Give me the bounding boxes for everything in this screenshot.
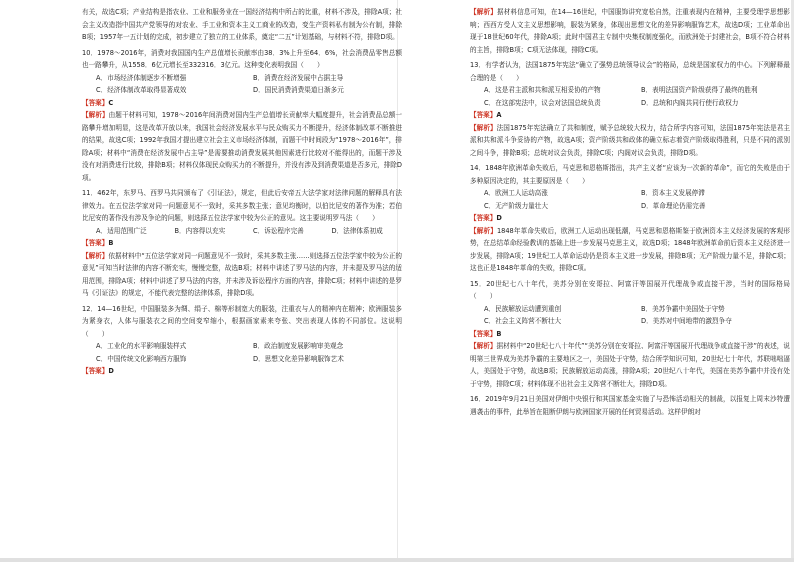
q13-option-b: B．表明法国资产阶级获得了最终的胜利 xyxy=(641,86,758,94)
q13-analysis: 【解析】法国1875年宪法确立了共和制度，赋予总统较大权力，结合所学内容可知，法国1875年宪法是君主派和共和派斗争妥协的产物，故选A项；资产阶级共和政体的确立标志着资产阶级取得胜利，只是不同的派别之间斗争，排除B项；总统对议会负责，排除C项；内阁对议会负责，排除D项。 xyxy=(470,123,790,157)
question-13 xyxy=(470,59,790,159)
q11-options xyxy=(82,225,402,238)
q15-answer: 【答案】B xyxy=(470,329,502,338)
q11-stem: 11．462年，东罗马、西罗马共同颁布了《引证法》，规定，但此后安帝五大法学家对法律问题的解释具有法律效力。在五位法学家对同一问题意见不一致时，采其多数主张；意见均衡时，以伯比尼安的著作为准；若伯比尼安的著作没有涉及争论的问题，则选择五位法学家中较为公正的意见。这主要说明罗马法（ ） xyxy=(82,189,402,222)
q14-analysis: 【解析】1848年革命失败后，欧洲工人运动出现低潮，马克思和恩格斯鉴于欧洲资本主义经济发展的客观形势，在总结革命经验教训的基础上进一步发展马克思主义，故选D项；1848年欧洲革命前后资本主义经济进一步发展，排除A项；19世纪工人革命运动仍是资本主义进一步发展，排除B项；无产阶级力量不足，排除C项；这也正是1848年革命的失败，排除C项。 xyxy=(470,226,790,272)
q11-analysis: 【解析】依据材料中“五位法学家对同一问题意见不一致时，采其多数主张……则选择五位法学家中较为公正的意见”可知当时法律的内容不断充实，慢慢完整，故选B项；材料中讲述了罗马法的内容，并未提及罗马法的适用范围，排除A项；材料中讲述了罗马法的内容，并未涉及诉讼程序方面的内容，排除C项；材料中讲述的是罗马《引证法》的规定，不能代表完整的法律体系，排除D项。 xyxy=(82,251,403,297)
left-column xyxy=(82,6,402,378)
q10-option-a: A．市场经济体制逐步不断增强 xyxy=(96,73,187,82)
q10-option-b: B．消费在经济发展中占据主导 xyxy=(253,73,344,82)
q12-stem: 12．14—16世纪，中国服装多为绸、绢子、棉等形制宽大的服装，注重衣与人的精神内在精神；欧洲服装多为紧身衣，人体与服装衣之间的空间变窄缩小，根据画家素来夸张、突出表现人体的不同部位。这说明（ ） xyxy=(82,304,402,338)
q12-option-d: D．思想文化差异影响服饰艺术 xyxy=(253,354,344,363)
q14-option-b: B．资本主义发展停滞 xyxy=(641,189,705,197)
q16-stem: 16．2019年9月21日美国对伊朗中央银行和其国家基金实施了与恐怖活动相关的制裁，以报复上周末沙特遭遇袭击的事件，此举旨在阻断伊朗与欧洲国家开展的任何贸易活动。这样伊朗对 xyxy=(470,395,790,416)
q15-option-d: D．美苏对中间地带的激烈争夺 xyxy=(641,317,732,325)
q11-option-c: C．诉讼程序完善 xyxy=(253,226,304,235)
question-10 xyxy=(82,47,402,185)
q10-option-c: C．经济体制改革取得显著成效 xyxy=(96,86,187,94)
q13-option-c: C．在这部宪法中，议会对法国总统负责 xyxy=(484,98,601,107)
question-15 xyxy=(470,278,790,391)
question-11 xyxy=(82,187,402,300)
q11-option-a: A．适用范围广泛 xyxy=(96,226,147,235)
q13-stem: 13．有学者认为，法国1875年宪法“确立了强势总统领导议会”的格局，总统是国家权力的中心。下列解释最合理的是（ ） xyxy=(470,61,790,82)
q12-analysis: 【解析】据材料信息可知，在14—16世纪，中国服饰讲究宽松自然，注重表现内在精神，主要受理学思想影响；西西方受人文主义思想影响，服装为紧身，体现出思想文化的差异影响服饰艺术，故选D项；工业革命出现于18世纪60年代，排除A项；此时中国君主专制中央集权制度强化，而欧洲处于封建社会，B项不符合材料的主旨，排除B项；C项无法体现，排除C项。 xyxy=(470,8,791,54)
q14-stem: 14．1848年欧洲革命失败后，马克思和恩格斯指出，共产主义者“应该为一次新的革命”，而它的失败是由于多种原因决定的，其主要原因是（ ） xyxy=(470,164,790,185)
q15-option-c: C．社会主义阵营不断壮大 xyxy=(484,317,562,325)
q11-option-d: D．法律体系初成 xyxy=(331,226,383,235)
q15-option-b: B．美苏争霸中美国处于守势 xyxy=(641,304,725,313)
q10-analysis: 【解析】由题干材料可知，1978～2016年间消费对国内生产总值增长贡献率大幅度提升，社会消费品总额一路攀升增加明显，这是改革开放以来，我国社会经济发展水平与民众购买力不断提升，经济体制改革不断推进的结果，故选C项；1992年我国才提出建立社会主义市场经济体制，而题干中时间段为“1978～2016年”，排除A项；材料中“消费在经济发展中占主导”是需要推动消费发展其他因素进行比较对不能得出的，而题干涉及没有对消费进行比较，排除B项；材料仅体现民众购买力的不断提升，并没有涉及到消费渠道是否多元，排除D项。 xyxy=(82,111,402,182)
q11-option-b: B．内容得以充实 xyxy=(174,226,226,235)
right-column xyxy=(470,6,790,418)
q15-option-a: A．民族解放运动遭到重创 xyxy=(484,304,562,313)
q10-stem: 10．1978～2016年，消费对我国国内生产总值增长贡献率由38．3%上升至64．6%，社会消费品零售总额也一路攀升，从1558．6亿元增长至332316．3亿元。这种变化表明我国（ ） xyxy=(82,48,402,69)
q13-answer: 【答案】A xyxy=(470,111,502,119)
q12-option-a: A．工业化的水平影响服装样式 xyxy=(96,342,187,350)
q14-answer: 【答案】D xyxy=(470,214,502,222)
q14-option-d: D．革命理论仍需完善 xyxy=(641,201,706,210)
bottom-bar xyxy=(0,558,794,562)
q14-options xyxy=(470,187,790,212)
q12-options xyxy=(82,340,402,365)
q12-option-b: B．政治制度发展影响审美观念 xyxy=(253,342,344,350)
q15-analysis: 【解析】据材料中“20世纪七八十年代”“美苏分别在安哥拉、阿富汗等国展开代理战争或直接干涉”的表述，说明第三世界成为美苏争霸的主要地区之一，美国处于守势，结合所学知识可知，20世纪七十年代，苏联咄咄逼人，美国处于守势，故选B项；民族解放运动高涨，排除A项；20世纪八十年代，美国在美苏争霸中并没有处于守势，排除C项；材料体现不出社会主义阵营不断壮大，排除D项。 xyxy=(470,342,790,388)
q9-analysis-tail: 有关，故选C项；产业结构是指农业、工业和服务业在一国经济结构中所占的比重，材料不涉及，排除A项；社会主义改造指中国共产党领导的对农业、手工业和资本主义工商业的改造，变生产资料私有制为公有制，排除B项；1957年一五计划的完成，初步建立了独立的工业体系，奠定“二五”计划基础，与材料不符，排除D项。 xyxy=(82,8,402,41)
q12-answer: 【答案】D xyxy=(82,367,114,375)
q12-option-c: C．中国传统文化影响西方服饰 xyxy=(96,354,187,363)
q15-options xyxy=(470,303,790,328)
q13-option-d: D．总统和内阁共同行使行政权力 xyxy=(641,98,739,107)
q14-option-a: A．欧洲工人运动高涨 xyxy=(484,189,548,197)
q10-option-d: D．国民消费消费渠道日渐多元 xyxy=(253,86,344,94)
q15-stem: 15．20世纪七八十年代，美苏分别在安哥拉、阿富汗等国展开代理战争或直接干涉，当时的国际格局（ ） xyxy=(470,279,790,300)
q10-answer: 【答案】C xyxy=(82,98,114,107)
q13-option-a: A．这是君主派和共和派互相妥协的产物 xyxy=(484,86,601,94)
q13-options xyxy=(470,84,790,109)
question-14 xyxy=(470,162,790,275)
question-12 xyxy=(82,303,402,378)
q10-options xyxy=(82,72,402,97)
q11-answer: 【答案】B xyxy=(82,239,114,247)
q14-option-c: C．无产阶级力量壮大 xyxy=(484,201,548,210)
